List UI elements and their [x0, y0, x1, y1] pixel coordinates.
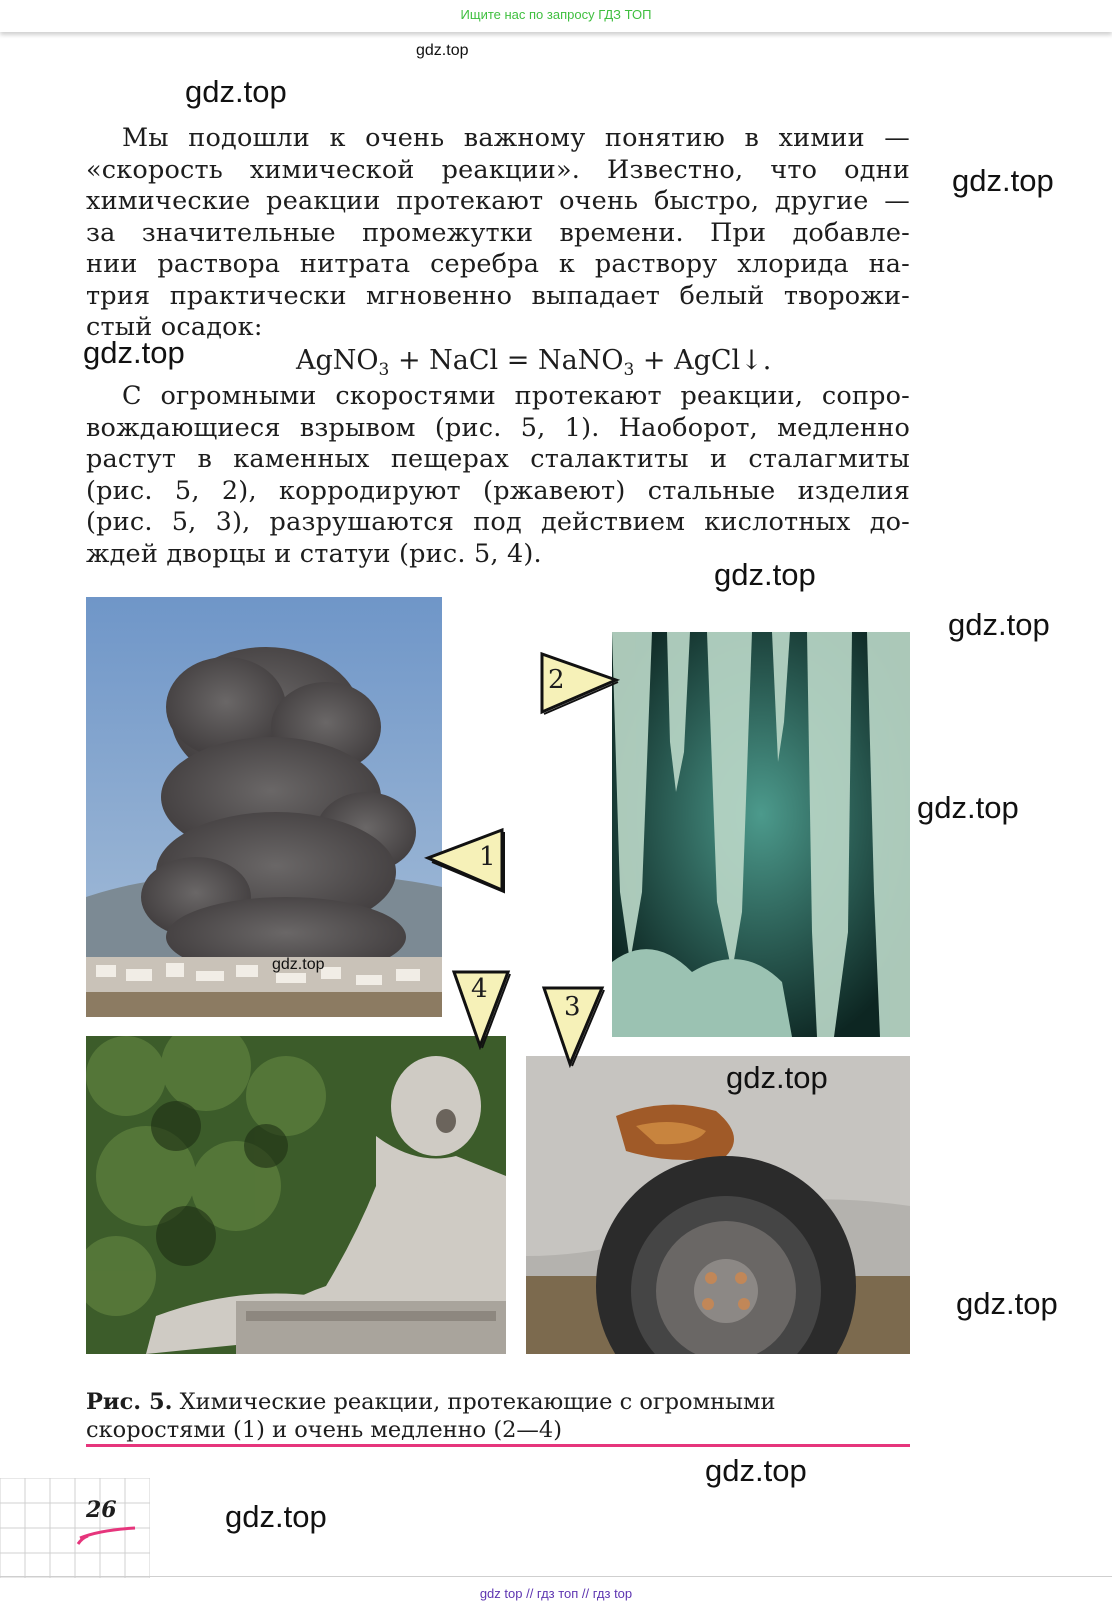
watermark: gdz.top	[83, 335, 185, 370]
explosion-photo	[86, 597, 442, 1017]
text-line: «скорость химической реакции». Известно, что одни	[86, 154, 910, 185]
text-line: химические реакции протекают очень быстро, другие —	[86, 186, 910, 216]
marker-4-label: 4	[471, 974, 488, 1004]
text-line: стый осадок:	[86, 312, 263, 342]
equation-part: + NaCl = NaNO	[389, 345, 624, 376]
text-line: за значительные промежутки времени. При добавле-	[86, 217, 910, 248]
watermark: gdz.top	[726, 1060, 828, 1095]
cave-photo	[612, 632, 910, 1037]
statue-photo	[86, 1036, 506, 1354]
caption-line-1: Химические реакции, протекающие с огромными	[172, 1389, 776, 1415]
watermark: gdz.top	[185, 74, 287, 109]
text-line: (рис. 5, 3), разрушаются под действием кислотных до-	[86, 507, 910, 537]
text-line: трия практически мгновенно выпадает белый творожи-	[86, 280, 910, 311]
text-line: растут в каменных пещерах сталактиты и сталагмиты	[86, 444, 910, 474]
page-number: 26	[86, 1497, 117, 1523]
watermark: gdz.top	[714, 557, 816, 592]
marker-1-label: 1	[479, 842, 496, 872]
watermark: gdz.top	[952, 163, 1054, 198]
text-line: С огромными скоростями протекают реакции, сопро-	[122, 381, 910, 411]
watermark: gdz.top	[272, 956, 325, 973]
rusty-car-photo	[526, 1056, 910, 1354]
top-banner	[0, 0, 1112, 32]
equation-part: + AgCl↓.	[634, 345, 772, 376]
top-banner-text: Ищите нас по запросу ГДЗ ТОП	[460, 7, 652, 22]
text-line: нии раствора нитрата серебра к раствору хлорида на-	[86, 249, 910, 279]
caption-divider	[86, 1444, 910, 1447]
footer-bar	[0, 1576, 1112, 1611]
caption-line-2: скоростями (1) и очень медленно (2—4)	[86, 1417, 563, 1443]
marker-3-label: 3	[564, 992, 581, 1022]
equation-part: AgNO	[296, 345, 379, 376]
text-line: вождающиеся взрывом (рис. 5, 1). Наоборот, медленно	[86, 412, 910, 443]
paragraph-intro	[86, 123, 910, 344]
equation-subscript: 3	[623, 360, 635, 380]
watermark: gdz.top	[948, 607, 1050, 642]
text-line: (рис. 5, 2), корродируют (ржавеют) стальные изделия	[86, 475, 910, 506]
text-line: ждей дворцы и статуи (рис. 5, 4).	[86, 538, 542, 569]
paragraph-examples	[86, 381, 910, 570]
watermark: gdz.top	[917, 790, 1019, 825]
watermark: gdz.top	[416, 42, 469, 59]
equation-subscript: 3	[378, 360, 390, 380]
footer-text: gdz top // гдз топ // гдз top	[479, 1586, 633, 1601]
figure-caption	[86, 1388, 916, 1444]
caption-label: Рис. 5.	[86, 1389, 173, 1415]
watermark: gdz.top	[705, 1453, 807, 1488]
grid-decoration	[0, 1478, 150, 1578]
text-line: Мы подошли к очень важному понятию в химии —	[122, 123, 910, 153]
marker-2-label: 2	[548, 665, 565, 695]
watermark: gdz.top	[956, 1286, 1058, 1321]
chemical-equation	[296, 345, 771, 380]
watermark: gdz.top	[225, 1499, 327, 1534]
